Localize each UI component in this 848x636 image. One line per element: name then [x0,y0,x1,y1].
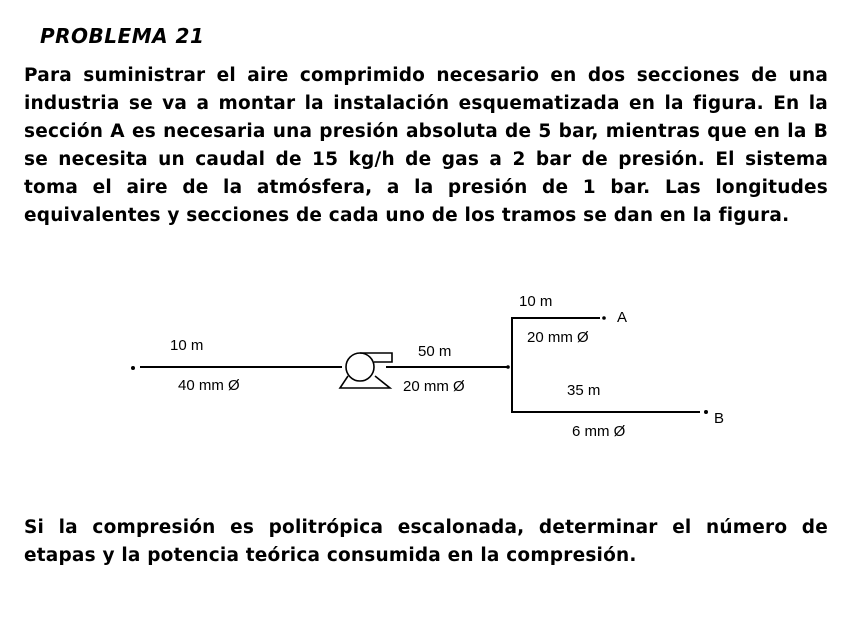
main-diameter-label: 20 mm Ø [403,378,465,395]
problem-statement: Para suministrar el aire comprimido necesario en dos secciones de una industria se va a montar la instalación esquematizada en la figura. En la sección A es necesaria una presión absoluta de 5 bar, mientras que en la B se necesita un caudal de 15 kg/h de gas a 2 bar de presión. El sistema toma el aire de la atmósfera, a la presión de 1 bar. Las longitudes equivalentes y secciones de cada uno de los tramos se dan en la figura. [24,65,828,226]
junction-point [506,365,510,369]
compressor-icon [340,353,392,388]
node-a-label: A [617,309,628,326]
branch-b-diameter-label: 6 mm Ø [572,423,626,440]
main-length-label: 50 m [418,343,452,360]
branch-b-length-label: 35 m [567,382,601,399]
problem-title: PROBLEMA 21 [40,24,205,48]
node-b-label: B [714,410,725,427]
problem-question: Si la compresión es politrópica escalonada, determinar el número de etapas y la potencia teórica consumida en la compresión. [24,517,828,566]
inlet-diameter-label: 40 mm Ø [178,377,240,394]
inlet-point [131,366,135,370]
inlet-length-label: 10 m [170,337,204,354]
node-b-point [704,410,708,414]
node-a-point [602,316,606,320]
branch-a-length-label: 10 m [519,293,553,310]
branch-a-diameter-label: 20 mm Ø [527,329,589,346]
